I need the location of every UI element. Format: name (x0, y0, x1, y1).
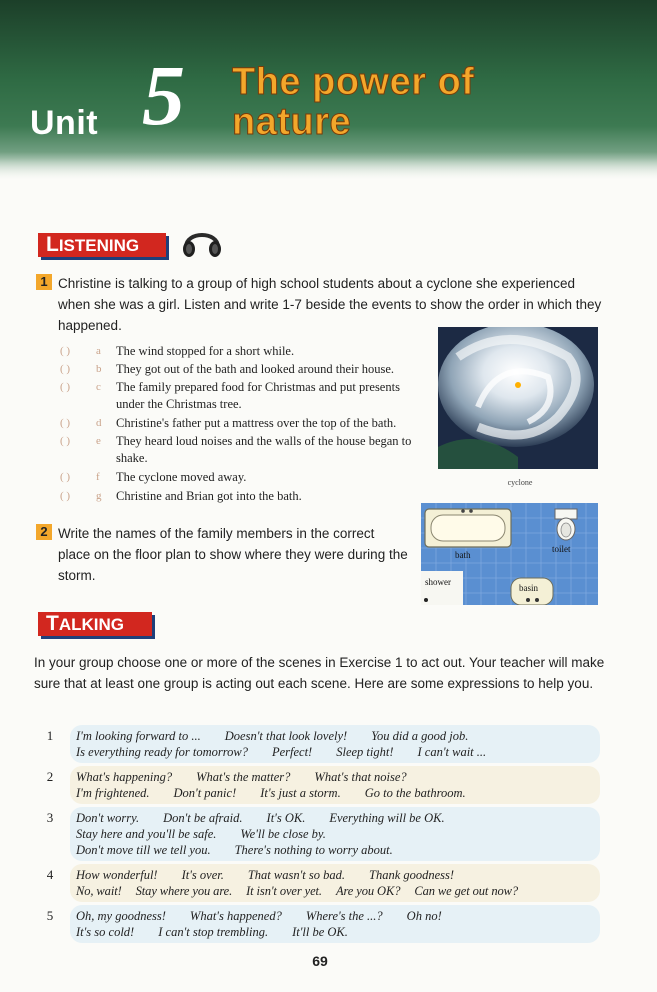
row-number: 1 (46, 728, 54, 743)
listening-badge: LISTENING (38, 233, 166, 257)
answer-blank[interactable]: ( ) (60, 471, 71, 483)
expression: It's so cold! (76, 925, 135, 939)
event-text: Christine and Brian got into the bath. (116, 489, 302, 503)
event-text: The cyclone moved away. (116, 470, 247, 484)
expression: We'll be close by. (240, 827, 326, 841)
event-text: The family prepared food for Christmas and put presents under the Christmas tree. (116, 380, 400, 411)
headphones-icon (180, 225, 224, 259)
event-text: They heard loud noises and the walls of the house began to shake. (116, 434, 412, 465)
unit-title-line1: The power of (232, 61, 475, 103)
exercise-1-instructions: Christine is talking to a group of high school students about a cyclone she experienced when she was a girl. Listen and write 1-7 beside the events to show the order in which they happened. (58, 276, 602, 333)
expressions-table (30, 725, 600, 946)
expression: Don't be afraid. (163, 811, 243, 825)
expression: It's over. (181, 868, 224, 882)
expression: I'm looking forward to ... (76, 729, 201, 743)
row-number: 4 (46, 867, 54, 882)
list-item (60, 415, 430, 432)
expression: It'll be OK. (292, 925, 348, 939)
list-item (60, 343, 430, 360)
bathroom-floor-plan (421, 503, 598, 605)
answer-blank[interactable]: ( ) (60, 363, 71, 375)
cyclone-caption: cyclone (507, 478, 533, 487)
event-list (60, 343, 430, 505)
expression: It isn't over yet. (246, 884, 322, 898)
expression: How wonderful! (76, 868, 158, 882)
event-text: Christine's father put a mattress over the top of the bath. (116, 416, 397, 430)
expression: That wasn't so bad. (247, 868, 345, 882)
page-number: 69 (312, 953, 328, 969)
floorplan-label-shower: shower (425, 577, 451, 587)
expression: I can't stop trembling. (158, 925, 269, 939)
expression: Where's the ...? (305, 909, 383, 923)
event-letter: g (96, 490, 102, 502)
expression: What's the matter? (196, 770, 291, 784)
expression: There's nothing to worry about. (234, 843, 393, 857)
list-item (60, 433, 430, 467)
event-text: They got out of the bath and looked around their house. (116, 362, 395, 376)
expression: Don't worry. (76, 811, 140, 825)
answer-blank[interactable]: ( ) (60, 490, 71, 502)
expression: Can we get out now? (414, 884, 519, 898)
row-number: 2 (46, 769, 54, 784)
exercise-1-number: 1 (36, 274, 52, 290)
expression: I can't wait ... (417, 745, 487, 759)
expression: No, wait! (76, 884, 122, 898)
table-row (30, 766, 600, 804)
expression: What's happened? (189, 909, 282, 923)
event-letter: b (96, 363, 102, 375)
expression: Don't panic! (173, 786, 237, 800)
expression: Everything will be OK. (329, 811, 445, 825)
expression: Oh no! (406, 909, 442, 923)
unit-number: 5 (142, 47, 185, 143)
event-text: The wind stopped for a short while. (116, 344, 295, 358)
row-number: 3 (46, 810, 54, 825)
row-number: 5 (46, 908, 54, 923)
list-item (60, 361, 430, 378)
event-letter: c (96, 381, 101, 393)
expression: Perfect! (271, 745, 313, 759)
expression: Are you OK? (335, 884, 401, 898)
floorplan-label-basin: basin (519, 583, 538, 593)
expression: Oh, my goodness! (76, 909, 166, 923)
talking-instructions: In your group choose one or more of the scenes in Exercise 1 to act out. Your teacher will make sure that at least one group is acting out each scene. Here are some expressions to help you. (34, 655, 605, 691)
row-expressions (70, 864, 600, 902)
event-letter: e (96, 435, 101, 447)
expression: You did a good job. (371, 729, 469, 743)
row-expressions (70, 766, 600, 804)
exercise-2-instructions: Write the names of the family members in the correct place on the floor plan to show where they were during the storm. (58, 526, 408, 583)
floorplan-label-toilet: toilet (552, 544, 571, 554)
expression: Is everything ready for tomorrow? (76, 745, 248, 759)
event-letter: a (96, 345, 101, 357)
answer-blank[interactable]: ( ) (60, 417, 71, 429)
list-item (60, 469, 430, 486)
expression: Go to the bathroom. (364, 786, 466, 800)
table-row (30, 725, 600, 763)
expression: Stay where you are. (135, 884, 233, 898)
event-letter: f (96, 471, 100, 483)
expression: It's OK. (266, 811, 306, 825)
list-item (60, 488, 430, 505)
unit-label: Unit (30, 104, 99, 142)
cyclone-satellite-image (438, 327, 598, 469)
expression: Thank goodness! (369, 868, 455, 882)
expression: Don't move till we tell you. (76, 843, 211, 857)
list-item (60, 379, 430, 413)
expression: What's that noise? (314, 770, 407, 784)
table-row (30, 807, 600, 861)
answer-blank[interactable]: ( ) (60, 435, 71, 447)
expression: Doesn't that look lovely! (224, 729, 348, 743)
floorplan-label-bath: bath (455, 550, 471, 560)
answer-blank[interactable]: ( ) (60, 345, 71, 357)
exercise-2-number: 2 (36, 524, 52, 540)
expression: I'm frightened. (76, 786, 150, 800)
unit-title-line2: nature (232, 101, 352, 143)
expression: What's happening? (76, 770, 173, 784)
talking-badge: TALKING (38, 612, 152, 636)
expression: It's just a storm. (260, 786, 341, 800)
event-letter: d (96, 417, 102, 429)
expression: Sleep tight! (336, 745, 394, 759)
row-expressions (70, 725, 600, 763)
answer-blank[interactable]: ( ) (60, 381, 71, 393)
row-expressions (70, 807, 600, 861)
row-expressions (70, 905, 600, 943)
table-row (30, 864, 600, 902)
table-row (30, 905, 600, 943)
expression: Stay here and you'll be safe. (76, 827, 217, 841)
